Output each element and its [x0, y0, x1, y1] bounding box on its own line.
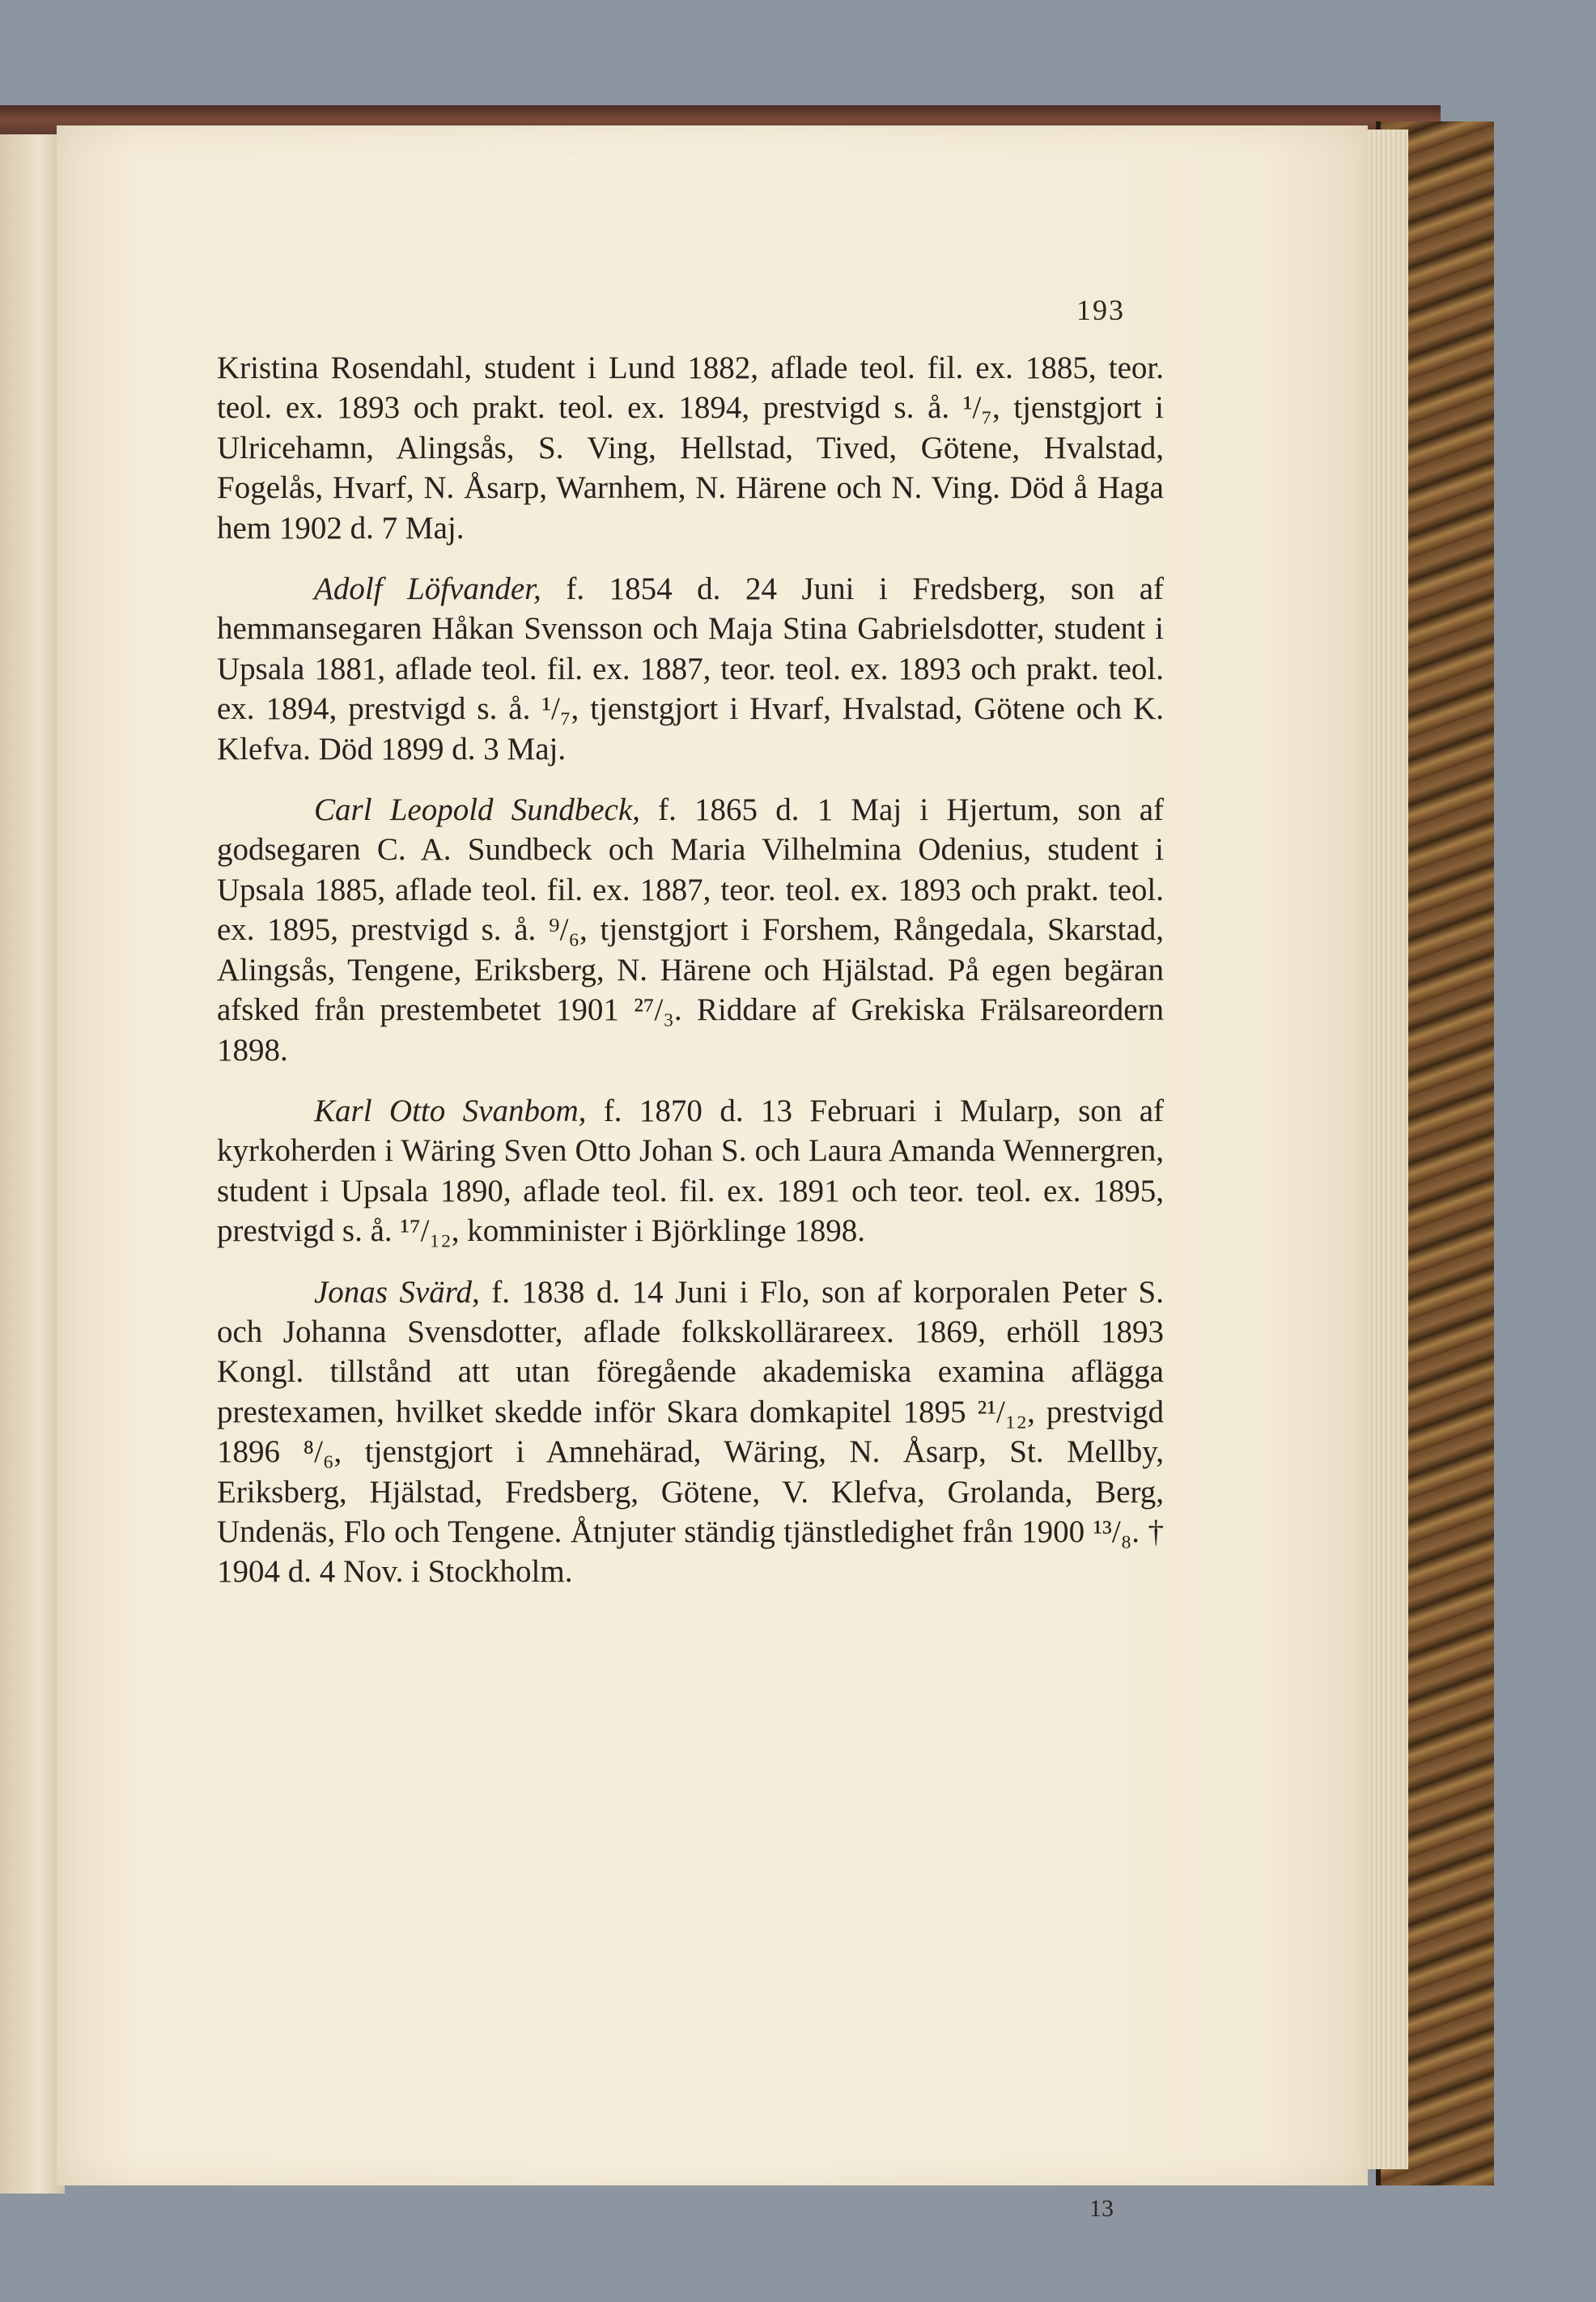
entry-name: Carl Leopold Sundbeck, [314, 792, 640, 828]
entry-jonas-svard [217, 1272, 1164, 1592]
page-text [217, 348, 1164, 1613]
entry-carl-leopold-sundbeck [217, 790, 1164, 1070]
entry-text: f. 1870 d. 13 Februari i Mularp, son af kyrkoherden i Wäring Sven Otto Johan S. och Laura Amanda Wennergren, student i Upsala 1890, aflade teol. fil. ex. 1891 och teor. teol. ex. 1895, prestvigd s. å. ¹⁷/₁₂, komminister i Björklinge 1898. [217, 1093, 1164, 1249]
page-number: 193 [1076, 294, 1125, 326]
signature-mark: 13 [1089, 2195, 1114, 2222]
entry-text: f. 1854 d. 24 Juni i Fredsberg, son af hemmansegaren Håkan Svensson och Maja Stina Gabrielsdotter, student i Upsala 1881, aflade teol. fil. ex. 1887, teor. teol. ex. 1893 och prakt. teol. ex. 1894, prestvigd s. å. ¹/₇, tjenstgjort i Hvarf, Hvalstad, Götene och K. Klefva. Död 1899 d. 3 Maj. [217, 571, 1164, 767]
entry-name: Jonas Svärd, [314, 1274, 480, 1310]
entry-name: Adolf Löfvander, [314, 571, 541, 607]
scan-bottom-background [0, 2250, 1596, 2302]
entry-text: Kristina Rosendahl, student i Lund 1882, aflade teol. fil. ex. 1885, teor. teol. ex. 1893 och prakt. teol. ex. 1894, prestvigd s. å. ¹/₇, tjenstgjort i Ulricehamn, Alingsås, S. Ving, Hellstad, Tived, Götene, Hvalstad, Fogelås, Hvarf, N. Åsarp, Warnhem, N. Härene och N. Ving. Död å Haga hem 1902 d. 7 Maj. [217, 350, 1164, 546]
entry-text: f. 1865 d. 1 Maj i Hjertum, son af godsegaren C. A. Sundbeck och Maria Vilhelmina Odenius, student i Upsala 1885, aflade teol. fil. ex. 1887, teor. teol. ex. 1893 och prakt. teol. ex. 1895, prestvigd s. å. ⁹/₆, tjenstgjort i Forshem, Rångedala, Skarstad, Alingsås, Tengene, Eriksberg, N. Härene och Hjälstad. På egen begäran afsked från prestembetet 1901 ²⁷/₃. Riddare af Grekiska Frälsareordern 1898. [217, 792, 1165, 1068]
entry-karl-otto-svanbom [217, 1091, 1164, 1251]
entry-name: Karl Otto Svanbom, [314, 1093, 587, 1128]
book-left-edge [0, 105, 65, 2194]
entry-text: f. 1838 d. 14 Juni i Flo, son af korporalen Peter S. och Johanna Svensdotter, aflade folkskollärareex. 1869, erhöll 1893 Kongl. tillstånd att utan föregående akademiska examina aflägga prestexamen, hvilket skedde inför Skara domkapitel 1895 ²¹/₁₂, prestvigd 1896 ⁸/₆, tjenstgjort i Amnehärad, Wäring, N. Åsarp, St. Mellby, Eriksberg, Hjälstad, Fredsberg, Götene, V. Klefva, Grolanda, Berg, Undenäs, Flo och Tengene. Åtnjuter ständig tjänstledighet från 1900 ¹³/₈. † 1904 d. 4 Nov. i Stockholm. [217, 1274, 1164, 1590]
entry-adolf-lofvander [217, 569, 1164, 769]
entry-kristina-rosendahl [217, 348, 1164, 548]
